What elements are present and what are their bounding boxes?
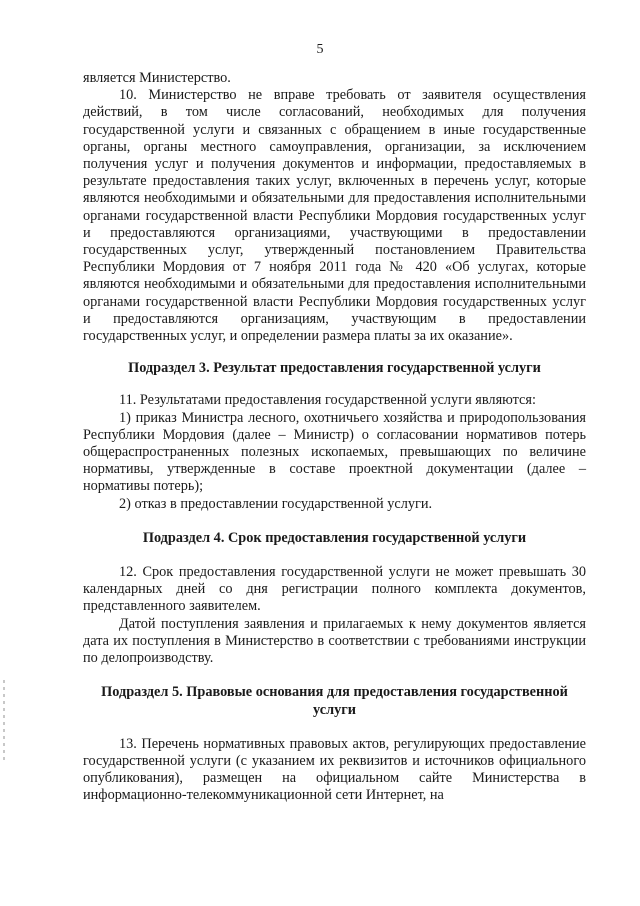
- paragraph-11-item-1: 1) приказ Министра лесного, охотничьего хозяйства и природопользования Республики Мордовия (далее – Министр) о согласовании нормативов потерь общераспространенных полезных ископаемых, превышающих по величине нормативы, утвержденные в составе проектной документации (далее – нормативы потерь);: [83, 409, 586, 495]
- paragraph-12: 12. Срок предоставления государственной услуги не может превышать 30 календарных дней со дня регистрации полного комплекта документов, представленного заявителем.: [83, 564, 586, 615]
- paragraph-11: 11. Результатами предоставления государственной услуги являются:: [119, 392, 536, 409]
- paragraph-intro: является Министерство.: [83, 70, 231, 86]
- document-body: [83, 70, 586, 805]
- paragraph-11-item-2: 2) отказ в предоставлении государственной услуги.: [119, 495, 433, 512]
- page-number: 5: [316, 42, 324, 57]
- margin-scan-mark: [3, 680, 5, 760]
- paragraph-12-receipt-date: Датой поступления заявления и прилагаемых к нему документов является дата их поступления в Министерство в соответствии с требованиями инструкции по делопроизводству.: [83, 615, 586, 667]
- subsection-3-heading: Подраздел 3. Результат предоставления государственной услуги: [128, 360, 541, 377]
- paragraph-10: 10. Министерство не вправе требовать от заявителя осуществления действий, в том числе согласований, необходимых для получения государственной услуги и связанных с обращением в иные государственные органы, органы местного самоуправления, организации, за исключением получения услуг и получения документов и информации, предоставляемых в результате предоставления таких услуг, включенных в перечень услуг, которые являются необходимыми и обязательными для предоставления исполнительными органами государственной власти Республики Мордовия государственных услуг и предоставляются организациями, участвующими в предоставлении государственных услуг, утвержденный постановлением Правительства Республики Мордовия от 7 ноября 2011 года № 420 «Об услугах, которые являются необходимыми и обязательными для предоставления исполнительными органами государственной власти Республики Мордовия государственных услуг и предоставляются организациям, участвующим в предоставлении государственных услуг, и определении размера платы за их оказание».: [83, 87, 586, 345]
- subsection-5-heading: Подраздел 5. Правовые основания для предоставления государственной услуги: [101, 684, 568, 718]
- paragraph-13: 13. Перечень нормативных правовых актов, регулирующих предоставление государственной услуги (с указанием их реквизитов и источников официального опубликования), размещен на официальном сайте Министерства в информационно-телекоммуникационной сети Интернет, на: [83, 735, 586, 804]
- subsection-4-heading: Подраздел 4. Срок предоставления государственной услуги: [142, 529, 527, 546]
